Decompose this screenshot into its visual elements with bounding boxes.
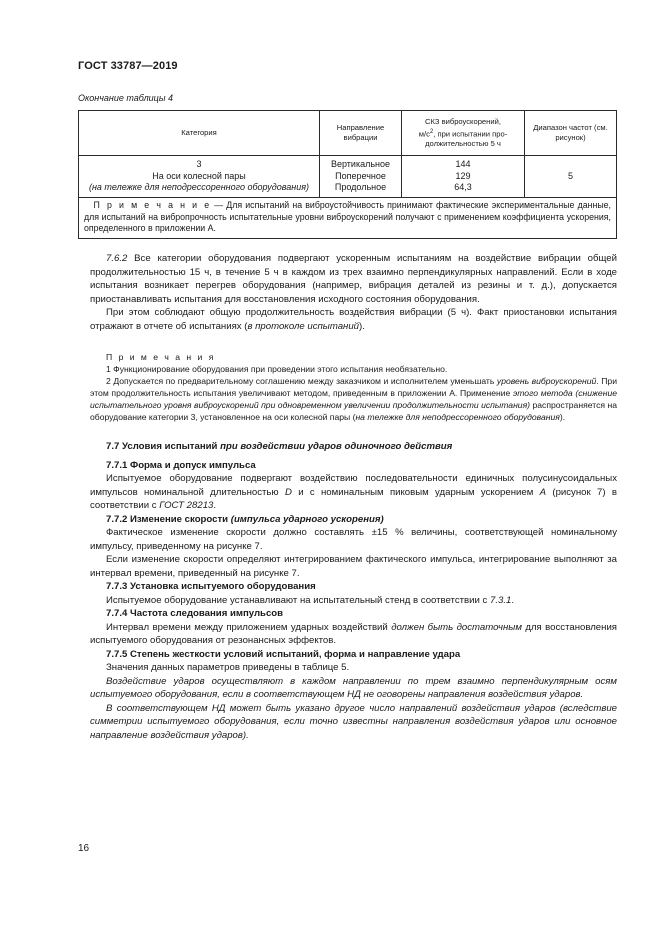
category-name: На оси колесной пары [152,170,246,181]
direction-longitudinal: Продольное [334,182,387,193]
header-sko-line1: СКЗ виброускорений, [425,116,501,126]
p771-d: D [284,486,292,498]
cell-category [79,156,320,198]
notes-heading [90,351,617,363]
heading-7-7-3: 7.7.3 Установка испытуемого оборудования [106,581,316,592]
paragraph-7-7-5-a: Значения данных параметров приведены в таблице 5. [106,662,350,673]
table-note-text: — Для испытаний на виброустойчивость принимают фактические экспериментальные данные, для испытаний на вибропрочность испытательные уровни виброускорений получают с применением коэффициента ускорения, определенного в приложении А. [84,200,611,233]
paragraph-7-6-2-text: Все категории оборудования подвергают ускоренным испытаниям на воздействие вибрации общей продолжительностью 15 ч, в течение 5 ч в каждом из трех взаимно перпендикулярных направлений. Если в ходе испытания возникает перегрев оборудования (например, вибрация деталей из резины и т. д.), допускается приостанавливать испытания для восстановления исходного состояния оборудования. [90,253,617,305]
header-direction: Направление вибрации [320,111,402,156]
p774-a: Интервал времени между приложением ударных воздействий [106,621,392,633]
page-number: 16 [78,843,90,854]
heading-7-7-2 [90,513,617,527]
p774-italic: должен быть достаточным [391,621,522,633]
table-row [79,156,617,198]
header-sko-unit: м/с [418,129,430,139]
note-1: 1 Функционирование оборудования при проведении этого испытания необязательно. [106,364,448,374]
duration-text-italic: в протоколе испытаний [247,320,360,332]
p771-c: (рисунок 7) в соответствии с [90,486,617,511]
note-2-c: распространяется на оборудование категории 3, установленное на оси колесной пары ( [90,400,617,422]
note-2-i2: этого метода (снижение испытательного уровня виброускорений при одновременном увеличении продолжительности испытания) [90,388,618,410]
paragraph-7-7-1 [90,472,617,513]
heading-7-7-italic: при воздействии ударов одиночного действия [220,441,453,452]
heading-7-7-2-italic: (импульса ударного ускорения) [230,513,384,525]
cell-directions [320,156,402,198]
value-longitudinal: 64,3 [454,182,472,193]
heading-7-7-5: 7.7.5 Степень жесткости условий испытаний, форма и направление удара [106,648,461,660]
note-2-a: 2 Допускается по предварительному соглашению между заказчиком и исполнителем уменьшать [106,376,497,386]
paragraph-7-7-4 [90,621,617,648]
table-note-row [79,198,617,239]
heading-7-7-1: 7.7.1 Форма и допуск импульса [106,459,256,471]
category-note: (на тележке для неподрессоренного оборудования) [88,182,310,193]
p771-gost: ГОСТ 28213 [159,500,214,511]
table-header-row [79,111,617,156]
heading-7-7-2-text: 7.7.2 Изменение скорости [106,513,231,525]
heading-7-7 [90,440,617,454]
p773-ref: 7.3.1 [489,594,512,606]
paragraph-7-7-2-b: Если изменение скорости определяют интегрированием фактического импульса, интегрирование выполняют за интервал времени, приведенный на рисунке 7. [90,554,617,579]
direction-vertical: Вертикальное [330,159,391,170]
table-caption: Окончание таблицы 4 [78,93,173,103]
paragraph-7-6-2 [90,252,617,306]
clause-number-7-6-2: 7.6.2 [106,253,128,264]
note-2-b: . При этом продолжительность испытания увеличивают методом, приведенным в приложении А. Применение [90,376,617,398]
header-category: Категория [79,111,320,156]
paragraph-7-7-5-b: Воздействие ударов осуществляют в каждом направлении по трем взаимно перпендикулярным осям испытуемого оборудования, если в соответствующем НД не оговорены направления воздействия ударов. [90,675,617,700]
heading-7-7-4: 7.7.4 Частота следования импульсов [106,608,284,619]
notes-block [90,351,617,423]
direction-lateral: Поперечное [335,170,386,181]
category-number: 3 [196,159,202,170]
p771-e: . [213,500,217,511]
paragraph-7-7-2-a: Фактическое изменение скорости должно составлять ±15 % величины, соответствующей номинальному импульсу, приведенному на рисунке 7. [90,527,617,552]
p771-b: и с номинальным пиковым ударным ускорением [291,486,540,498]
duration-text-a: При этом соблюдают общую продолжительность воздействия вибрации (5 ч). Факт приостановки испытания отражают в отчете об испытаниях ( [90,307,617,332]
note-2 [90,375,617,423]
document-header: ГОСТ 33787—2019 [78,60,178,72]
p773-a: Испытуемое оборудование устанавливают на испытательный стенд в соответствии с [106,594,490,606]
header-range: Диапазон частот (см. рисунок) [525,111,617,156]
p771-A: А [539,486,547,498]
section-7-7 [90,440,617,742]
value-lateral: 129 [455,170,471,181]
p774-b: для восстановления испытуемого оборудования от резонансных эффектов. [90,621,617,646]
header-sko-line2: , при испытании про- [433,129,508,139]
cell-values [402,156,525,198]
paragraph-7-7-5-c: В соответствующем НД может быть указано другое число направлений воздействия ударов (вследствие симметрии испытуемого оборудования, если точно известны направления воздействия ударов или основное направление воздействия ударов). [90,702,617,741]
header-sko-line3: должительностью 5 ч [425,139,501,149]
note-2-i3: на тележке для неподрессоренного оборудования [355,412,560,422]
heading-7-7-text: 7.7 Условия испытаний [106,441,221,452]
table-note [79,198,617,239]
table-note-label: П р и м е ч а н и е [93,200,212,210]
paragraph-duration [90,306,617,333]
p771-a: Испытуемое оборудование подвергают воздействию последовательности единичных полусинусоидальных импульсов номинальной длительностью [90,473,617,498]
section-7-6-2 [90,252,617,333]
value-vertical: 144 [455,159,471,170]
duration-text-b: ). [359,320,365,332]
note-2-i1: уровень виброускорений [496,376,597,386]
cell-range: 5 [525,156,617,198]
note-2-d: ). [559,412,566,422]
p773-b: . [511,594,514,606]
table-4 [78,110,617,239]
header-sko [402,111,525,156]
header-sko-sup: 2 [429,128,434,135]
notes-label: П р и м е ч а н и я [106,352,216,362]
paragraph-7-7-3 [90,594,617,608]
